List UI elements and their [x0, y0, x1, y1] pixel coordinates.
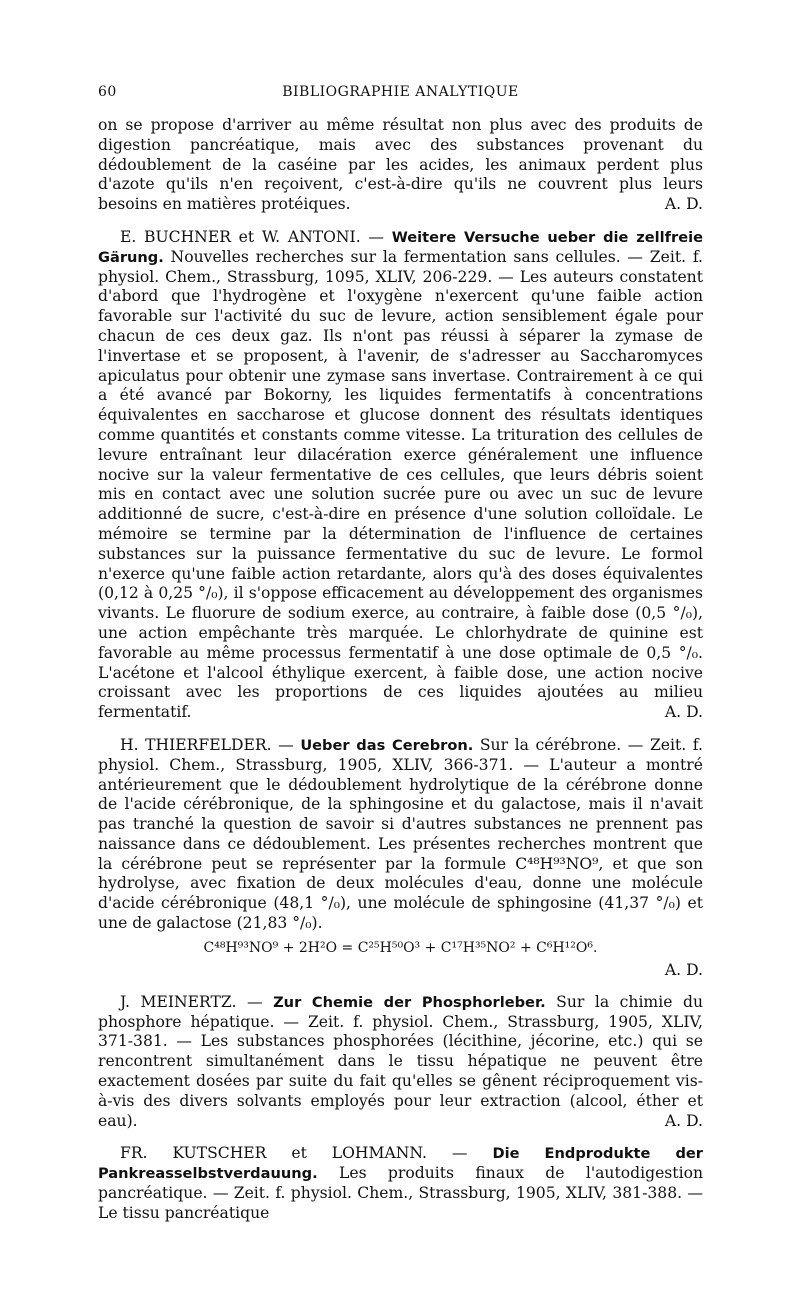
entry-authors: E. BUCHNER et W. ANTONI. — [120, 227, 392, 246]
entry-continuation [98, 116, 703, 215]
entry-title: Weitere Versuche ueber die zellfreie Gärung. [98, 228, 703, 266]
chemical-formula: C⁴⁸H⁹³NO⁹ + 2H²O = C²⁵H⁵⁰O³ + C¹⁷H³⁵NO² + C⁶H¹²O⁶. [203, 939, 598, 956]
entry-text: Les produits finaux de l'autodigestion pancréatique. — Zeit. f. physiol. Chem., Strassburg, 1905, XLIV, 381-388. — Le tissu pancréatique [98, 1164, 703, 1222]
entry-initials: A. D. [664, 703, 703, 722]
page [98, 84, 703, 1224]
entry-thierfelder [98, 736, 703, 934]
entry-text: on se propose d'arriver au même résultat non plus avec des produits de digestion pancréatique, mais avec des substances provenant du dédoublement de la caséine par les acides, les animaux perdent plus d'azote qu'ils n'en reçoivent, c'est-à-dire qu'ils ne couvrent plus leurs besoins en matières protéiques. [98, 116, 703, 214]
entry-text: Nouvelles recherches sur la fermentation sans cellules. — Zeit. f. physiol. Chem., Strassburg, 1095, XLIV, 206-229. — Les auteurs constatent d'abord que l'hydrogène et l'oxygène n'exercent qu'une faible action favorable sur l'activité du suc de levure, action sensiblement égale pour chacun de ces deux gaz. Ils n'ont pas réussi à séparer la zymase de l'invertase et se proposent, à l'avenir, de s'adresser au Saccharomyces apiculatus pour obtenir une zymase sans invertase. Contrairement à ce qui a été avancé par Bokorny, les liquides fermentatifs à concentrations équivalentes en saccharose et glucose donnent des résultats identiques comme quantités et constants comme vitesse. La trituration des cellules de levure entraînant leur dilacération exerce généralement une influence nocive sur la valeur fermentative de ces cellules, que leurs débris soient mis en contact avec une solution sucrée pure ou avec un suc de levure additionné de sucre, c'est-à-dire en présence d'une solution colloïdale. Le mémoire se termine par la détermination de l'influence de certaines substances sur la puissance fermentative du suc de levure. Le formol n'exerce qu'une faible action retardante, alors qu'à des doses équivalentes (0,12 à 0,25 °/₀), il s'oppose efficacement au développement des organismes vivants. Le fluorure de sodium exerce, au contraire, à faible dose (0,5 °/₀), une action empêchante très marquée. Le chlorhydrate de quinine est favorable au même processus fermentatif à une dose optimale de 0,5 °/₀. L'acétone et l'alcool éthylique exercent, à faible dose, une action nocive croissant avec les proportions de ces liquides ajoutées au milieu fermentatif. [98, 247, 703, 722]
entry-initials: A. D. [664, 1111, 703, 1130]
entry-authors: J. MEINERTZ. — [120, 992, 274, 1011]
entry-text: Sur la chimie du phosphore hépatique. — Zeit. f. physiol. Chem., Strassburg, 1905, XLIV, 371-381. — Les substances phosphorées (lécithine, jécorine, etc.) qui se rencontrent simultanément dans le tissu hépatique ne peuvent être exactement dosées par suite du fait qu'elles se gênent réciproquement vis-à-vis des divers solvants employés pour leur extraction (alcool, éther et eau). [98, 992, 703, 1130]
entry-title: Die Endprodukte der Pankreasselbstverdauung. [98, 1145, 704, 1183]
entry-buchner [98, 228, 703, 723]
entry-title: Ueber das Cerebron. [300, 736, 474, 754]
entry-initials: A. D. [664, 195, 703, 214]
entry-initials: A. D. [664, 960, 703, 979]
entry-authors: FR. KUTSCHER et LOHMANN. — [120, 1144, 493, 1163]
entry-meinertz [98, 993, 703, 1132]
running-header [98, 84, 703, 100]
page-number: 60 [98, 84, 117, 100]
entry-text: Sur la cérébrone. — Zeit. f. physiol. Chem., Strassburg, 1905, XLIV, 366-371. — L'auteur a montré antérieurement que le dédoublement hydrolytique de la cérébrone donne de l'acide cérébronique, de la sphingosine et du galactose, mais il n'avait pas tranché la question de savoir si d'autres substances ne prennent pas naissance dans ce dédoublement. Les présentes recherches montrent que la cérébrone peut se représenter par la formule C⁴⁸H⁹³NO⁹, et que son hydrolyse, avec fixation de deux molécules d'eau, donne une molécule d'acide cérébronique (48,1 °/₀), une molécule de sphingosine (41,37 °/₀) et une de galactose (21,83 °/₀). [98, 735, 703, 933]
entry-authors: H. THIERFELDER. — [120, 735, 301, 754]
running-title: BIBLIOGRAPHIE ANALYTIQUE [282, 84, 519, 100]
entry-kutscher [98, 1144, 703, 1223]
entry-title: Zur Chemie der Phosphorleber. [273, 993, 546, 1011]
